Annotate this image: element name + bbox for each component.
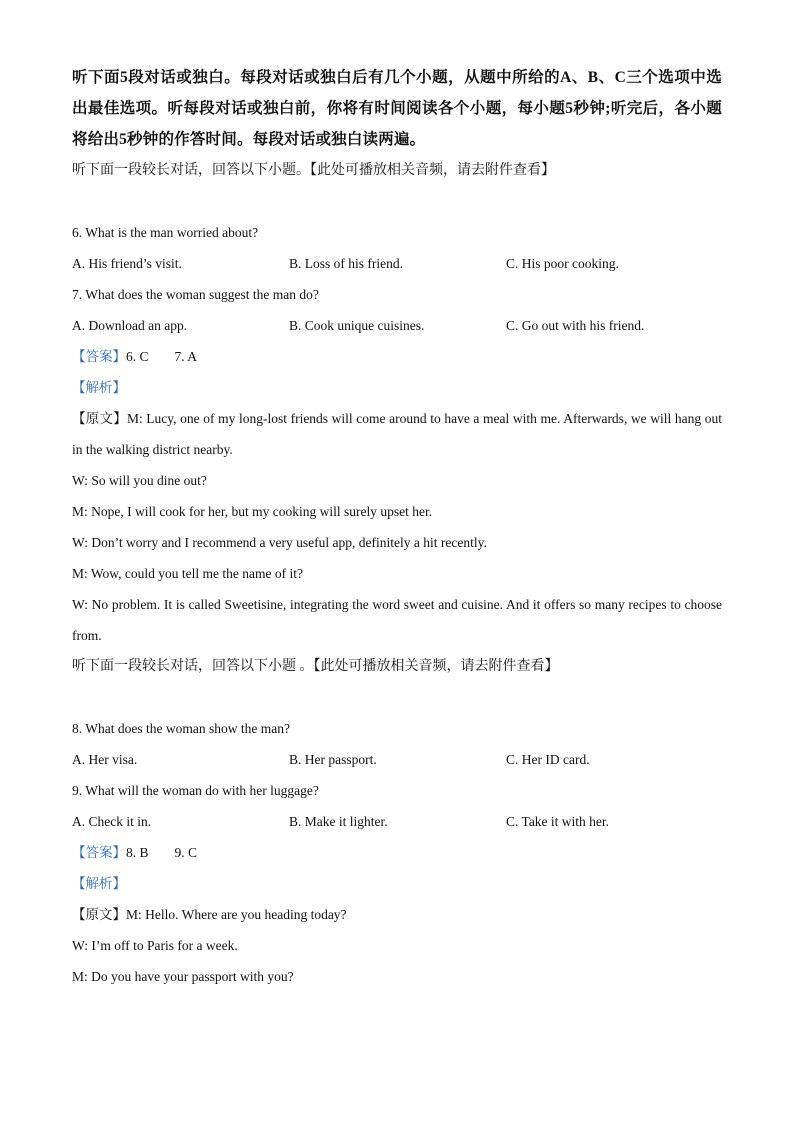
option-b: B. Her passport. xyxy=(289,752,377,767)
option-b: B. Loss of his friend. xyxy=(289,256,403,271)
transcript-text: M: Lucy, one of my long-lost friends will come around to have a meal with me. Afterwards, we will hang out in the walking district nearby. xyxy=(72,411,722,457)
option-row xyxy=(72,806,722,837)
option-c: C. Go out with his friend. xyxy=(506,318,645,333)
transcript-tag: 【原文】 xyxy=(72,907,126,922)
option-c: C. Her ID card. xyxy=(506,752,590,767)
transcript-line xyxy=(72,403,722,465)
answer-value: 8. B xyxy=(126,845,149,860)
section-lead: 听下面一段较长对话，回答以下小题 。【此处可播放相关音频，请去附件查看】 xyxy=(72,659,559,674)
transcript-line: M: Wow, could you tell me the name of it? xyxy=(72,566,303,581)
option-a: A. Check it in. xyxy=(72,814,152,829)
question-stem: 9. What will the woman do with her luggage? xyxy=(72,783,319,798)
option-c: C. His poor cooking. xyxy=(506,256,619,271)
transcript-line: W: So will you dine out? xyxy=(72,473,207,488)
section-lead: 听下面一段较长对话，回答以下小题。【此处可播放相关音频，请去附件查看】 xyxy=(72,163,555,178)
analysis-tag: 【解析】 xyxy=(72,876,126,891)
answer-value: 6. C xyxy=(126,349,149,364)
transcript-line: M: Do you have your passport with you? xyxy=(72,969,294,984)
question-stem: 7. What does the woman suggest the man do? xyxy=(72,287,319,302)
answer-line xyxy=(72,837,722,868)
option-c: C. Take it with her. xyxy=(506,814,610,829)
section-instructions: 听下面5段对话或独白。每段对话或独白后有几个小题，从题中所给的A、B、C三个选项中选出最佳选项。听每段对话或独白前，你将有时间阅读各个小题，每小题5秒钟;听完后，各小题将给出5秒钟的作答时间。每段对话或独白读两遍。 xyxy=(72,69,722,148)
option-a: A. Her visa. xyxy=(72,752,138,767)
transcript-line: W: I’m off to Paris for a week. xyxy=(72,938,238,953)
transcript-line: W: No problem. It is called Sweetisine, integrating the word sweet and cuisine. And it offers so many recipes to choose from. xyxy=(72,597,722,643)
option-row xyxy=(72,744,722,775)
analysis-line xyxy=(72,372,722,403)
answer-value: 7. A xyxy=(174,349,198,364)
transcript-tag: 【原文】 xyxy=(72,411,127,426)
answer-tag: 【答案】 xyxy=(72,349,126,364)
transcript-line: M: Nope, I will cook for her, but my cooking will surely upset her. xyxy=(72,504,433,519)
analysis-line xyxy=(72,868,722,899)
spacer xyxy=(72,186,722,217)
question-stem: 8. What does the woman show the man? xyxy=(72,721,290,736)
transcript-line: W: Don’t worry and I recommend a very useful app, definitely a hit recently. xyxy=(72,535,487,550)
answer-line xyxy=(72,341,722,372)
spacer xyxy=(72,682,722,713)
answer-tag: 【答案】 xyxy=(72,845,126,860)
analysis-tag: 【解析】 xyxy=(72,380,126,395)
option-row xyxy=(72,310,722,341)
document-page xyxy=(72,62,722,992)
transcript-line xyxy=(72,899,722,930)
option-b: B. Make it lighter. xyxy=(289,814,388,829)
answer-value: 9. C xyxy=(174,845,198,860)
option-a: A. His friend’s visit. xyxy=(72,256,182,271)
option-b: B. Cook unique cuisines. xyxy=(289,318,425,333)
option-a: A. Download an app. xyxy=(72,318,188,333)
transcript-text: M: Hello. Where are you heading today? xyxy=(126,907,347,922)
question-stem: 6. What is the man worried about? xyxy=(72,225,259,240)
option-row xyxy=(72,248,722,279)
